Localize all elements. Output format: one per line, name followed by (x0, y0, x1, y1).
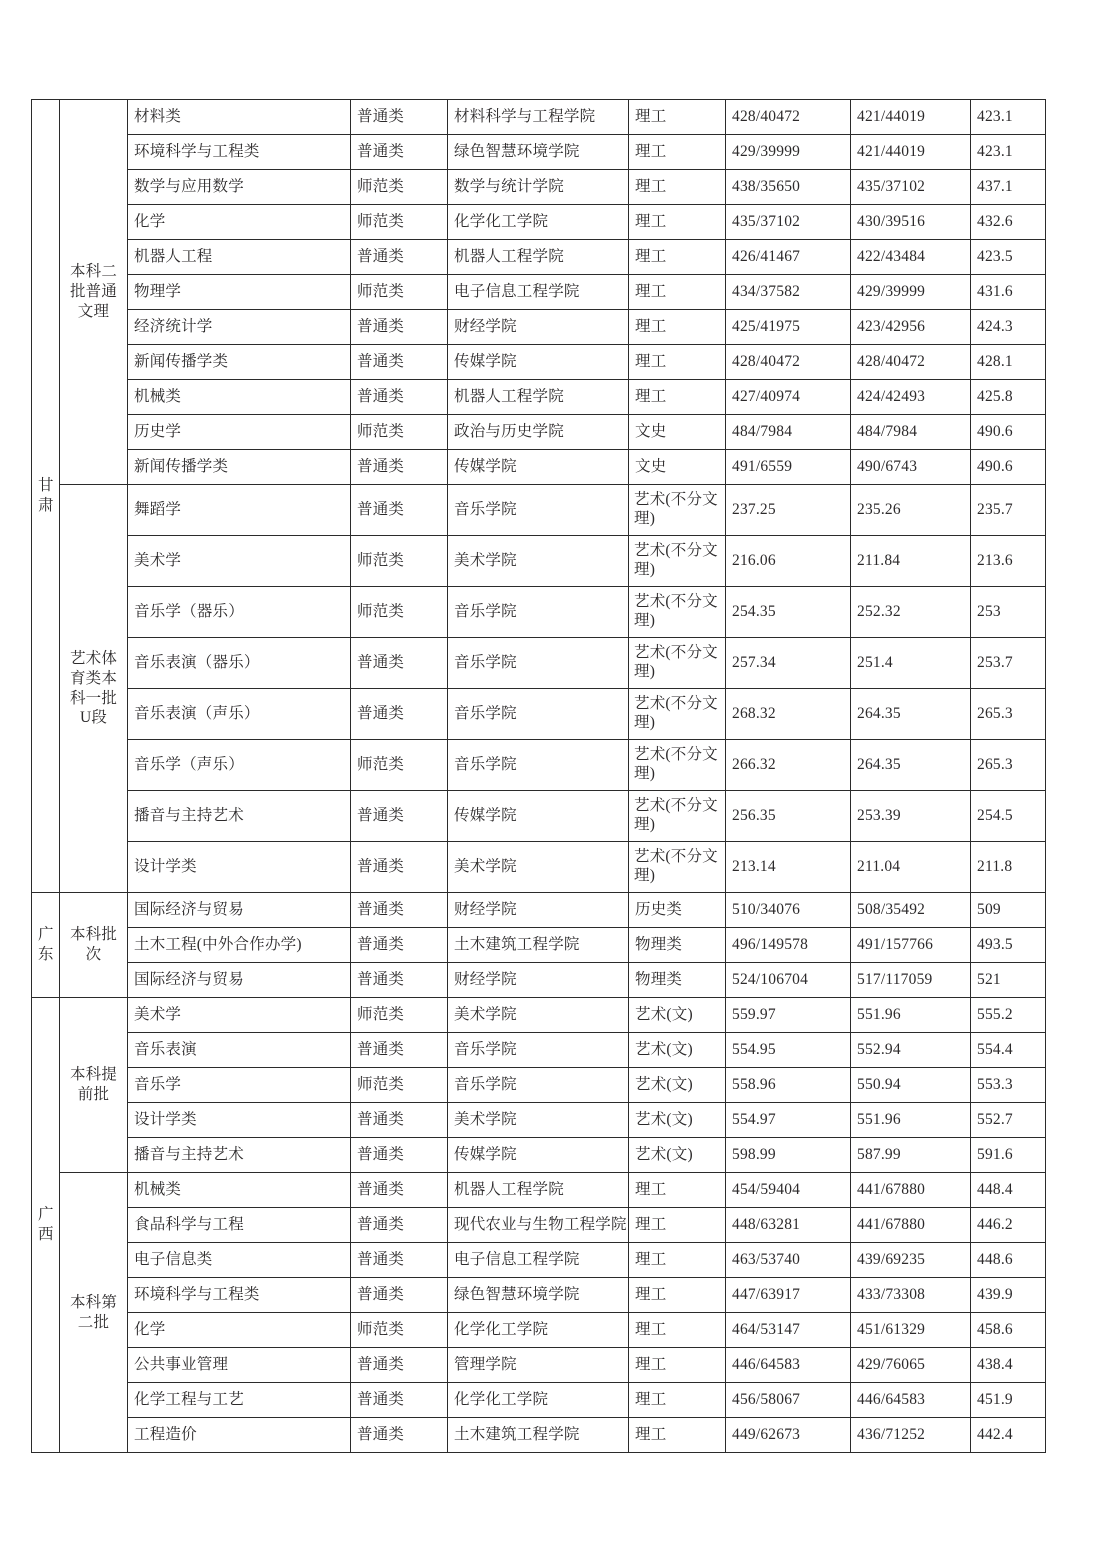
subject-cell: 理工 (629, 100, 726, 135)
college-cell: 传媒学院 (448, 1138, 629, 1173)
highest-score-cell: 446/64583 (726, 1348, 851, 1383)
lowest-score-cell: 251.4 (851, 638, 971, 689)
average-score-cell: 493.5 (971, 928, 1046, 963)
lowest-score-cell: 551.96 (851, 998, 971, 1033)
table-row (32, 536, 1046, 587)
subject-cell: 理工 (629, 1418, 726, 1453)
college-cell: 绿色智慧环境学院 (448, 135, 629, 170)
subject-cell: 理工 (629, 1348, 726, 1383)
major-cell: 播音与主持艺术 (128, 791, 351, 842)
college-cell: 传媒学院 (448, 450, 629, 485)
college-cell: 电子信息工程学院 (448, 1243, 629, 1278)
average-score-cell: 235.7 (971, 485, 1046, 536)
lowest-score-cell: 421/44019 (851, 135, 971, 170)
college-cell: 管理学院 (448, 1348, 629, 1383)
average-score-cell: 254.5 (971, 791, 1046, 842)
major-type-cell: 普通类 (351, 638, 448, 689)
highest-score-cell: 463/53740 (726, 1243, 851, 1278)
lowest-score-cell: 252.32 (851, 587, 971, 638)
college-cell: 美术学院 (448, 536, 629, 587)
highest-score-cell: 425/41975 (726, 310, 851, 345)
lowest-score-cell: 441/67880 (851, 1173, 971, 1208)
highest-score-cell: 524/106704 (726, 963, 851, 998)
college-cell: 音乐学院 (448, 689, 629, 740)
major-type-cell: 普通类 (351, 1278, 448, 1313)
major-cell: 历史学 (128, 415, 351, 450)
major-cell: 设计学类 (128, 1103, 351, 1138)
highest-score-cell: 598.99 (726, 1138, 851, 1173)
average-score-cell: 423.5 (971, 240, 1046, 275)
subject-cell: 理工 (629, 205, 726, 240)
table-row (32, 485, 1046, 536)
lowest-score-cell: 235.26 (851, 485, 971, 536)
lowest-score-cell: 550.94 (851, 1068, 971, 1103)
major-type-cell: 普通类 (351, 1208, 448, 1243)
batch-cell: 本科批次 (60, 893, 128, 998)
table-row (32, 1243, 1046, 1278)
average-score-cell: 446.2 (971, 1208, 1046, 1243)
score-table-container (31, 99, 1045, 1453)
major-cell: 设计学类 (128, 842, 351, 893)
major-type-cell: 普通类 (351, 1138, 448, 1173)
major-cell: 工程造价 (128, 1418, 351, 1453)
college-cell: 政治与历史学院 (448, 415, 629, 450)
major-cell: 新闻传播学类 (128, 450, 351, 485)
lowest-score-cell: 446/64583 (851, 1383, 971, 1418)
subject-cell: 理工 (629, 1383, 726, 1418)
major-cell: 环境科学与工程类 (128, 1278, 351, 1313)
lowest-score-cell: 211.84 (851, 536, 971, 587)
subject-cell: 理工 (629, 310, 726, 345)
college-cell: 财经学院 (448, 310, 629, 345)
highest-score-cell: 266.32 (726, 740, 851, 791)
lowest-score-cell: 491/157766 (851, 928, 971, 963)
subject-cell: 艺术(不分文理) (629, 638, 726, 689)
table-row (32, 380, 1046, 415)
province-cell: 广东 (32, 893, 60, 998)
table-row (32, 928, 1046, 963)
subject-cell: 艺术(不分文理) (629, 791, 726, 842)
major-type-cell: 普通类 (351, 310, 448, 345)
average-score-cell: 555.2 (971, 998, 1046, 1033)
table-row (32, 275, 1046, 310)
college-cell: 音乐学院 (448, 587, 629, 638)
average-score-cell: 253.7 (971, 638, 1046, 689)
table-row (32, 791, 1046, 842)
highest-score-cell: 448/63281 (726, 1208, 851, 1243)
highest-score-cell: 435/37102 (726, 205, 851, 240)
subject-cell: 艺术(文) (629, 1033, 726, 1068)
major-cell: 经济统计学 (128, 310, 351, 345)
average-score-cell: 521 (971, 963, 1046, 998)
major-type-cell: 普通类 (351, 135, 448, 170)
highest-score-cell: 268.32 (726, 689, 851, 740)
subject-cell: 理工 (629, 135, 726, 170)
batch-cell: 本科第二批 (60, 1173, 128, 1453)
subject-cell: 理工 (629, 1243, 726, 1278)
major-type-cell: 普通类 (351, 893, 448, 928)
college-cell: 化学化工学院 (448, 1313, 629, 1348)
batch-cell: 艺术体育类本科一批U段 (60, 485, 128, 893)
table-row (32, 998, 1046, 1033)
table-row (32, 135, 1046, 170)
highest-score-cell: 559.97 (726, 998, 851, 1033)
major-cell: 音乐学 (128, 1068, 351, 1103)
college-cell: 土木建筑工程学院 (448, 1418, 629, 1453)
batch-cell: 本科提前批 (60, 998, 128, 1173)
major-type-cell: 师范类 (351, 275, 448, 310)
lowest-score-cell: 587.99 (851, 1138, 971, 1173)
average-score-cell: 253 (971, 587, 1046, 638)
average-score-cell: 448.6 (971, 1243, 1046, 1278)
major-type-cell: 普通类 (351, 928, 448, 963)
major-type-cell: 普通类 (351, 1243, 448, 1278)
subject-cell: 艺术(不分文理) (629, 536, 726, 587)
average-score-cell: 509 (971, 893, 1046, 928)
average-score-cell: 428.1 (971, 345, 1046, 380)
average-score-cell: 490.6 (971, 450, 1046, 485)
major-type-cell: 师范类 (351, 740, 448, 791)
major-type-cell: 普通类 (351, 1383, 448, 1418)
major-type-cell: 师范类 (351, 205, 448, 240)
major-type-cell: 师范类 (351, 536, 448, 587)
subject-cell: 理工 (629, 170, 726, 205)
college-cell: 绿色智慧环境学院 (448, 1278, 629, 1313)
highest-score-cell: 213.14 (726, 842, 851, 893)
table-row (32, 1418, 1046, 1453)
major-cell: 物理学 (128, 275, 351, 310)
subject-cell: 艺术(文) (629, 1138, 726, 1173)
subject-cell: 理工 (629, 1278, 726, 1313)
college-cell: 材料科学与工程学院 (448, 100, 629, 135)
lowest-score-cell: 552.94 (851, 1033, 971, 1068)
table-row (32, 450, 1046, 485)
college-cell: 传媒学院 (448, 345, 629, 380)
table-row (32, 1033, 1046, 1068)
province-cell: 甘肃 (32, 100, 60, 893)
subject-cell: 理工 (629, 1208, 726, 1243)
subject-cell: 理工 (629, 275, 726, 310)
average-score-cell: 554.4 (971, 1033, 1046, 1068)
subject-cell: 艺术(不分文理) (629, 689, 726, 740)
major-cell: 机器人工程 (128, 240, 351, 275)
highest-score-cell: 434/37582 (726, 275, 851, 310)
table-row (32, 1348, 1046, 1383)
college-cell: 数学与统计学院 (448, 170, 629, 205)
major-cell: 播音与主持艺术 (128, 1138, 351, 1173)
lowest-score-cell: 508/35492 (851, 893, 971, 928)
average-score-cell: 423.1 (971, 100, 1046, 135)
lowest-score-cell: 436/71252 (851, 1418, 971, 1453)
major-cell: 机械类 (128, 1173, 351, 1208)
major-type-cell: 普通类 (351, 791, 448, 842)
highest-score-cell: 428/40472 (726, 100, 851, 135)
average-score-cell: 265.3 (971, 740, 1046, 791)
highest-score-cell: 216.06 (726, 536, 851, 587)
lowest-score-cell: 423/42956 (851, 310, 971, 345)
highest-score-cell: 257.34 (726, 638, 851, 689)
highest-score-cell: 496/149578 (726, 928, 851, 963)
subject-cell: 艺术(不分文理) (629, 587, 726, 638)
highest-score-cell: 254.35 (726, 587, 851, 638)
major-cell: 美术学 (128, 998, 351, 1033)
lowest-score-cell: 451/61329 (851, 1313, 971, 1348)
highest-score-cell: 447/63917 (726, 1278, 851, 1313)
college-cell: 机器人工程学院 (448, 380, 629, 415)
subject-cell: 文史 (629, 450, 726, 485)
admission-score-table (31, 99, 1046, 1453)
highest-score-cell: 554.97 (726, 1103, 851, 1138)
table-row (32, 638, 1046, 689)
subject-cell: 历史类 (629, 893, 726, 928)
highest-score-cell: 256.35 (726, 791, 851, 842)
major-type-cell: 普通类 (351, 1173, 448, 1208)
table-row (32, 1278, 1046, 1313)
college-cell: 土木建筑工程学院 (448, 928, 629, 963)
major-cell: 音乐学（器乐） (128, 587, 351, 638)
major-cell: 数学与应用数学 (128, 170, 351, 205)
average-score-cell: 451.9 (971, 1383, 1046, 1418)
lowest-score-cell: 433/73308 (851, 1278, 971, 1313)
major-type-cell: 普通类 (351, 240, 448, 275)
table-row (32, 963, 1046, 998)
major-cell: 环境科学与工程类 (128, 135, 351, 170)
lowest-score-cell: 422/43484 (851, 240, 971, 275)
subject-cell: 艺术(文) (629, 998, 726, 1033)
major-cell: 公共事业管理 (128, 1348, 351, 1383)
subject-cell: 物理类 (629, 928, 726, 963)
lowest-score-cell: 490/6743 (851, 450, 971, 485)
average-score-cell: 211.8 (971, 842, 1046, 893)
lowest-score-cell: 421/44019 (851, 100, 971, 135)
average-score-cell: 591.6 (971, 1138, 1046, 1173)
batch-cell: 本科二批普通文理 (60, 100, 128, 485)
table-row (32, 415, 1046, 450)
table-body (32, 100, 1046, 1453)
subject-cell: 文史 (629, 415, 726, 450)
lowest-score-cell: 428/40472 (851, 345, 971, 380)
lowest-score-cell: 430/39516 (851, 205, 971, 240)
college-cell: 现代农业与生物工程学院 (448, 1208, 629, 1243)
major-cell: 国际经济与贸易 (128, 893, 351, 928)
table-row (32, 1208, 1046, 1243)
major-type-cell: 师范类 (351, 587, 448, 638)
highest-score-cell: 554.95 (726, 1033, 851, 1068)
highest-score-cell: 491/6559 (726, 450, 851, 485)
lowest-score-cell: 264.35 (851, 740, 971, 791)
major-type-cell: 师范类 (351, 170, 448, 205)
highest-score-cell: 429/39999 (726, 135, 851, 170)
table-row (32, 842, 1046, 893)
table-row (32, 345, 1046, 380)
subject-cell: 艺术(不分文理) (629, 740, 726, 791)
major-type-cell: 普通类 (351, 1033, 448, 1068)
college-cell: 传媒学院 (448, 791, 629, 842)
major-cell: 国际经济与贸易 (128, 963, 351, 998)
major-cell: 化学 (128, 205, 351, 240)
table-row (32, 1173, 1046, 1208)
table-row (32, 1103, 1046, 1138)
highest-score-cell: 510/34076 (726, 893, 851, 928)
average-score-cell: 423.1 (971, 135, 1046, 170)
major-cell: 化学 (128, 1313, 351, 1348)
table-row (32, 1313, 1046, 1348)
major-cell: 音乐表演 (128, 1033, 351, 1068)
major-cell: 舞蹈学 (128, 485, 351, 536)
college-cell: 音乐学院 (448, 740, 629, 791)
highest-score-cell: 237.25 (726, 485, 851, 536)
major-type-cell: 普通类 (351, 689, 448, 740)
college-cell: 音乐学院 (448, 485, 629, 536)
major-cell: 音乐表演（声乐） (128, 689, 351, 740)
major-type-cell: 普通类 (351, 963, 448, 998)
subject-cell: 理工 (629, 380, 726, 415)
subject-cell: 理工 (629, 1313, 726, 1348)
major-type-cell: 普通类 (351, 450, 448, 485)
subject-cell: 艺术(文) (629, 1103, 726, 1138)
table-row (32, 310, 1046, 345)
major-cell: 电子信息类 (128, 1243, 351, 1278)
major-type-cell: 普通类 (351, 1348, 448, 1383)
major-cell: 土木工程(中外合作办学) (128, 928, 351, 963)
average-score-cell: 437.1 (971, 170, 1046, 205)
college-cell: 音乐学院 (448, 1033, 629, 1068)
college-cell: 化学化工学院 (448, 205, 629, 240)
average-score-cell: 438.4 (971, 1348, 1046, 1383)
average-score-cell: 448.4 (971, 1173, 1046, 1208)
major-cell: 音乐表演（器乐） (128, 638, 351, 689)
highest-score-cell: 484/7984 (726, 415, 851, 450)
table-row (32, 740, 1046, 791)
subject-cell: 艺术(不分文理) (629, 485, 726, 536)
major-type-cell: 师范类 (351, 1313, 448, 1348)
major-type-cell: 普通类 (351, 380, 448, 415)
average-score-cell: 265.3 (971, 689, 1046, 740)
major-cell: 材料类 (128, 100, 351, 135)
table-row (32, 893, 1046, 928)
table-row (32, 100, 1046, 135)
average-score-cell: 213.6 (971, 536, 1046, 587)
college-cell: 音乐学院 (448, 1068, 629, 1103)
average-score-cell: 442.4 (971, 1418, 1046, 1453)
major-type-cell: 普通类 (351, 1418, 448, 1453)
highest-score-cell: 454/59404 (726, 1173, 851, 1208)
lowest-score-cell: 429/76065 (851, 1348, 971, 1383)
highest-score-cell: 438/35650 (726, 170, 851, 205)
highest-score-cell: 427/40974 (726, 380, 851, 415)
college-cell: 财经学院 (448, 963, 629, 998)
college-cell: 美术学院 (448, 1103, 629, 1138)
table-row (32, 1068, 1046, 1103)
college-cell: 机器人工程学院 (448, 1173, 629, 1208)
highest-score-cell: 428/40472 (726, 345, 851, 380)
lowest-score-cell: 435/37102 (851, 170, 971, 205)
subject-cell: 艺术(不分文理) (629, 842, 726, 893)
major-type-cell: 师范类 (351, 415, 448, 450)
table-row (32, 240, 1046, 275)
subject-cell: 艺术(文) (629, 1068, 726, 1103)
major-cell: 新闻传播学类 (128, 345, 351, 380)
major-type-cell: 师范类 (351, 1068, 448, 1103)
average-score-cell: 552.7 (971, 1103, 1046, 1138)
major-type-cell: 普通类 (351, 842, 448, 893)
average-score-cell: 490.6 (971, 415, 1046, 450)
subject-cell: 理工 (629, 345, 726, 380)
subject-cell: 理工 (629, 1173, 726, 1208)
table-row (32, 1138, 1046, 1173)
average-score-cell: 424.3 (971, 310, 1046, 345)
college-cell: 化学化工学院 (448, 1383, 629, 1418)
major-cell: 机械类 (128, 380, 351, 415)
subject-cell: 理工 (629, 240, 726, 275)
average-score-cell: 425.8 (971, 380, 1046, 415)
table-row (32, 205, 1046, 240)
lowest-score-cell: 551.96 (851, 1103, 971, 1138)
college-cell: 音乐学院 (448, 638, 629, 689)
major-type-cell: 普通类 (351, 100, 448, 135)
major-type-cell: 师范类 (351, 998, 448, 1033)
major-type-cell: 普通类 (351, 345, 448, 380)
major-cell: 音乐学（声乐） (128, 740, 351, 791)
college-cell: 机器人工程学院 (448, 240, 629, 275)
average-score-cell: 458.6 (971, 1313, 1046, 1348)
province-cell: 广西 (32, 998, 60, 1453)
major-cell: 化学工程与工艺 (128, 1383, 351, 1418)
highest-score-cell: 558.96 (726, 1068, 851, 1103)
lowest-score-cell: 253.39 (851, 791, 971, 842)
average-score-cell: 432.6 (971, 205, 1046, 240)
table-row (32, 170, 1046, 205)
lowest-score-cell: 484/7984 (851, 415, 971, 450)
lowest-score-cell: 439/69235 (851, 1243, 971, 1278)
highest-score-cell: 449/62673 (726, 1418, 851, 1453)
highest-score-cell: 464/53147 (726, 1313, 851, 1348)
subject-cell: 物理类 (629, 963, 726, 998)
table-row (32, 689, 1046, 740)
lowest-score-cell: 211.04 (851, 842, 971, 893)
lowest-score-cell: 441/67880 (851, 1208, 971, 1243)
table-row (32, 1383, 1046, 1418)
college-cell: 财经学院 (448, 893, 629, 928)
major-cell: 美术学 (128, 536, 351, 587)
lowest-score-cell: 517/117059 (851, 963, 971, 998)
college-cell: 美术学院 (448, 842, 629, 893)
major-type-cell: 普通类 (351, 1103, 448, 1138)
lowest-score-cell: 429/39999 (851, 275, 971, 310)
highest-score-cell: 426/41467 (726, 240, 851, 275)
lowest-score-cell: 424/42493 (851, 380, 971, 415)
major-cell: 食品科学与工程 (128, 1208, 351, 1243)
lowest-score-cell: 264.35 (851, 689, 971, 740)
major-type-cell: 普通类 (351, 485, 448, 536)
college-cell: 美术学院 (448, 998, 629, 1033)
table-row (32, 587, 1046, 638)
college-cell: 电子信息工程学院 (448, 275, 629, 310)
average-score-cell: 431.6 (971, 275, 1046, 310)
highest-score-cell: 456/58067 (726, 1383, 851, 1418)
average-score-cell: 439.9 (971, 1278, 1046, 1313)
average-score-cell: 553.3 (971, 1068, 1046, 1103)
